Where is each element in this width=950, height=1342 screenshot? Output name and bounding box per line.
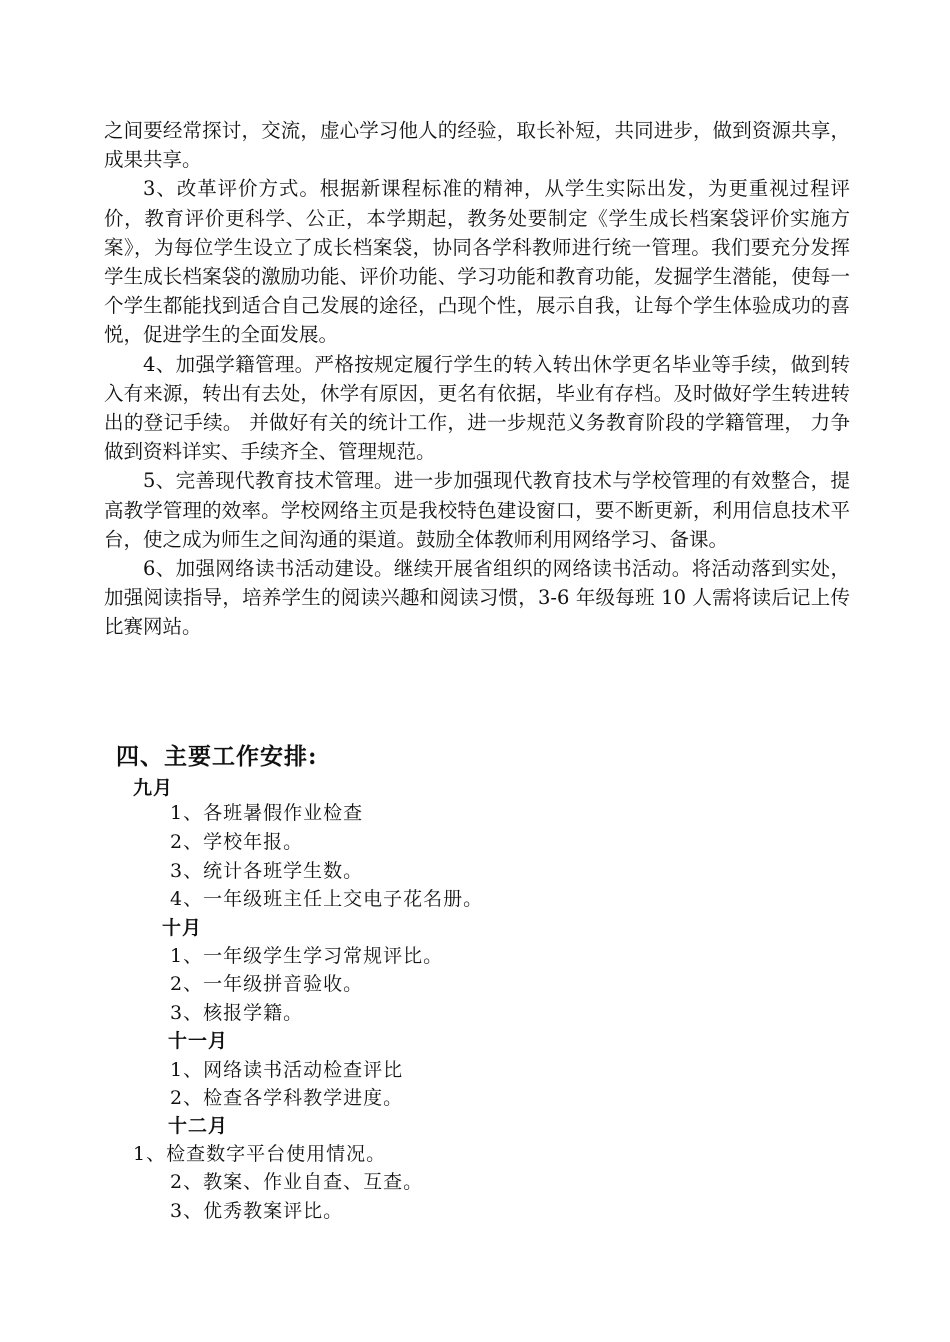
list-item: 2、检查各学科教学进度。 xyxy=(170,1087,404,1109)
list-item: 1、各班暑假作业检查 xyxy=(170,802,364,824)
month-december: 十二月 xyxy=(168,1115,229,1137)
paragraph-online-reading: 6、加强网络读书活动建设。继续开展省组织的网络读书活动。将活动落到实处，加强阅读指导，培养学生的阅读兴趣和阅读习惯，3-6 年级每班 10 人需将读后记上传比赛网站。 xyxy=(104,557,850,639)
section-heading: 四、主要工作安排: xyxy=(116,743,318,770)
list-item: 3、优秀教案评比。 xyxy=(170,1200,344,1222)
list-item: 2、一年级拼音验收。 xyxy=(170,973,364,995)
list-item: 3、统计各班学生数。 xyxy=(170,860,364,882)
list-item: 2、学校年报。 xyxy=(170,831,304,853)
paragraph-evaluation-reform: 3、改革评价方式。根据新课程标准的精神，从学生实际出发，为更重视过程评价，教育评价更科学、公正，本学期起，教务处要制定《学生成长档案袋评价实施方案》，为每位学生设立了成长档案袋，协同各学科教师进行统一管理。我们要充分发挥学生成长档案袋的激励功能、评价功能、学习功能和教育功能，发掘学生潜能，使每一个学生都能找到适合自己发展的途径，凸现个性，展示自我，让每个学生体验成功的喜悦，促进学生的全面发展。 xyxy=(104,177,850,347)
list-item: 1、网络读书活动检查评比 xyxy=(170,1059,404,1081)
body-text xyxy=(104,116,850,642)
month-october: 十月 xyxy=(162,917,203,939)
month-november: 十一月 xyxy=(168,1030,229,1052)
list-item: 1、一年级学生学习常规评比。 xyxy=(170,945,444,967)
month-september: 九月 xyxy=(133,777,174,799)
list-item: 1、检查数字平台使用情况。 xyxy=(133,1143,387,1165)
paragraph-continuation: 之间要经常探讨，交流，虚心学习他人的经验，取长补短，共同进步，做到资源共享， 成果共享。 xyxy=(104,119,850,172)
list-item: 2、教案、作业自查、互查。 xyxy=(170,1171,424,1193)
list-item: 4、一年级班主任上交电子花名册。 xyxy=(170,888,484,910)
paragraph-student-records: 4、加强学籍管理。严格按规定履行学生的转入转出休学更名毕业等手续，做到转入有来源，转出有去处，休学有原因，更名有依据，毕业有存档。及时做好学生转进转出的登记手续。 并做好有关的统计工作，进一步规范义务教育阶段的学籍管理， 力争做到资料详实、手续齐全、管理规范。 xyxy=(104,352,850,464)
list-item: 3、核报学籍。 xyxy=(170,1002,304,1024)
paragraph-edtech-management: 5、完善现代教育技术管理。进一步加强现代教育技术与学校管理的有效整合，提高教学管理的效率。学校网络主页是我校特色建设窗口，要不断更新，利用信息技术平台，使之成为师生之间沟通的渠道。鼓励全体教师利用网络学习、备课。 xyxy=(104,469,850,551)
